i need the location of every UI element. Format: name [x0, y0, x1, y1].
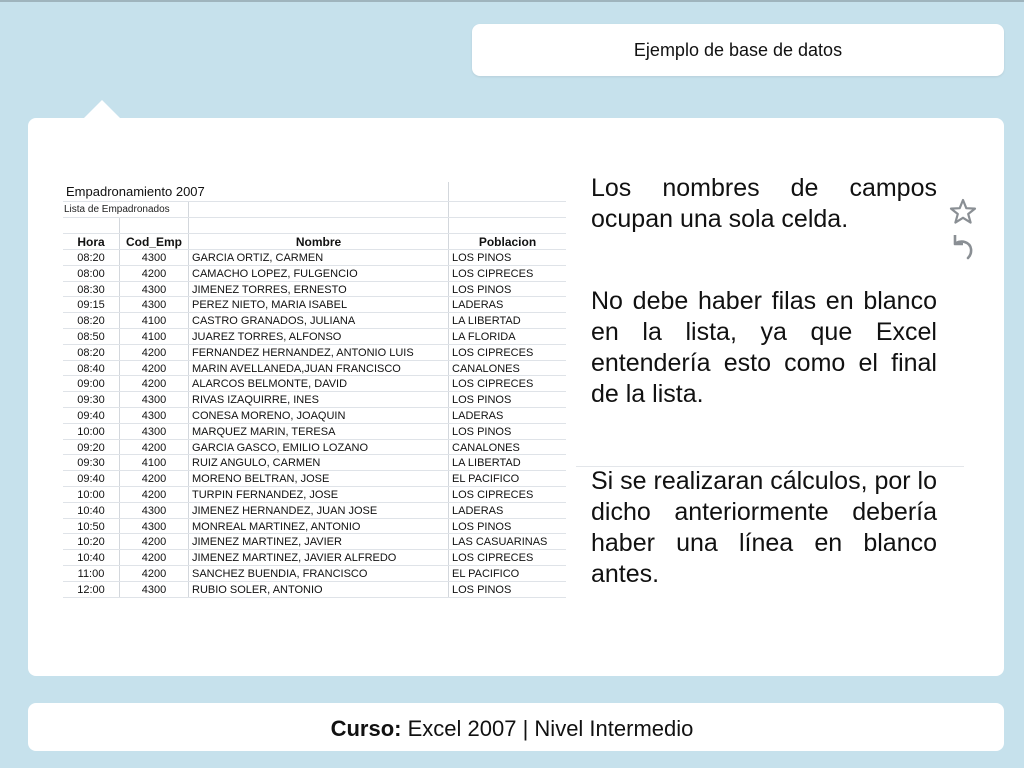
header-row [63, 234, 566, 250]
cell-nombre: JUAREZ TORRES, ALFONSO [189, 329, 449, 344]
cell-poblacion: LOS PINOS [452, 425, 512, 438]
cell-hora: 09:30 [63, 392, 120, 407]
cell-cod-emp: 4200 [120, 534, 189, 549]
cell-nombre: CAMACHO LOPEZ, FULGENCIO [189, 266, 449, 281]
cell-nombre: JIMENEZ MARTINEZ, JAVIER ALFREDO [189, 550, 449, 565]
sheet-subtitle-row [63, 202, 566, 218]
cell-cod-emp: 4200 [120, 550, 189, 565]
cell-nombre: MARIN AVELLANEDA,JUAN FRANCISCO [189, 361, 449, 376]
table-row [63, 266, 566, 282]
undo-arrow-icon[interactable] [950, 232, 976, 260]
cell-poblacion: LA LIBERTAD [452, 457, 521, 470]
top-border-line [0, 0, 1024, 2]
cell-cod-emp: 4200 [120, 376, 189, 391]
cell-cod-emp: 4100 [120, 455, 189, 470]
table-row [63, 282, 566, 298]
cell-cod-emp: 4300 [120, 297, 189, 312]
cell-cod-emp: 4300 [120, 408, 189, 423]
table-row [63, 424, 566, 440]
table-row [63, 582, 566, 598]
table-row [63, 455, 566, 471]
cell-nombre: PEREZ NIETO, MARIA ISABEL [189, 297, 449, 312]
cell-nombre: GARCIA GASCO, EMILIO LOZANO [189, 440, 449, 455]
paragraph-3: Si se realizaran cálculos, por lo dicho anteriormente debería haber una línea en blanco antes. [591, 467, 937, 588]
slide-title: Ejemplo de base de datos [633, 40, 843, 60]
cell-cod-emp: 4200 [120, 345, 189, 360]
cell-poblacion: LOS CIPRECES [452, 489, 534, 501]
table-row [63, 361, 566, 377]
cell-hora: 09:20 [63, 440, 120, 455]
cell-nombre: CONESA MORENO, JOAQUIN [189, 408, 449, 423]
footer-label: Curso: [330, 716, 402, 741]
header-hora: Hora [63, 234, 120, 249]
cell-hora: 08:40 [63, 361, 120, 376]
cell-nombre: SANCHEZ BUENDIA, FRANCISCO [189, 566, 449, 581]
cell-cod-emp: 4100 [120, 329, 189, 344]
panel-pointer [84, 100, 120, 118]
cell-cod-emp: 4200 [120, 361, 189, 376]
cell-nombre: JIMENEZ HERNANDEZ, JUAN JOSE [189, 503, 449, 518]
cell-nombre: JIMENEZ TORRES, ERNESTO [189, 282, 449, 297]
table-row [63, 329, 566, 345]
cell-hora: 11:00 [63, 566, 120, 581]
table-row [63, 408, 566, 424]
cell-hora: 10:00 [63, 487, 120, 502]
footer [0, 716, 1024, 742]
cell-cod-emp: 4200 [120, 440, 189, 455]
cell-cod-emp: 4300 [120, 424, 189, 439]
blank-row [63, 218, 566, 234]
cell-cod-emp: 4200 [120, 266, 189, 281]
star-icon[interactable] [949, 198, 977, 226]
cell-poblacion: LOS PINOS [452, 252, 512, 264]
empty-cell [189, 218, 449, 233]
cell-hora: 08:30 [63, 282, 120, 297]
header-cod-emp: Cod_Emp [120, 234, 189, 249]
cell-nombre: RUIZ ANGULO, CARMEN [189, 455, 449, 470]
empty-cell [120, 218, 189, 233]
cell-poblacion: LOS PINOS [452, 394, 512, 407]
cell-cod-emp: 4300 [120, 250, 189, 265]
cell-nombre: FERNANDEZ HERNANDEZ, ANTONIO LUIS [189, 345, 449, 360]
table-row [63, 471, 566, 487]
cell-cod-emp: 4100 [120, 313, 189, 328]
cell-hora: 10:50 [63, 519, 120, 534]
table-row [63, 392, 566, 408]
cell-poblacion: LA FLORIDA [452, 331, 516, 343]
cell-cod-emp: 4200 [120, 471, 189, 486]
cell-poblacion: LADERAS [452, 504, 504, 517]
header-poblacion: Poblacion [478, 235, 537, 249]
cell-nombre: JIMENEZ MARTINEZ, JAVIER [189, 534, 449, 549]
cell-cod-emp: 4200 [120, 487, 189, 502]
cell-cod-emp: 4300 [120, 582, 189, 597]
cell-nombre: RUBIO SOLER, ANTONIO [189, 582, 449, 597]
empty-cell [449, 202, 566, 217]
cell-nombre: TURPIN FERNANDEZ, JOSE [189, 487, 449, 502]
table-row [63, 345, 566, 361]
cell-cod-emp: 4300 [120, 519, 189, 534]
cell-cod-emp: 4300 [120, 392, 189, 407]
sheet-title: Empadronamiento 2007 [63, 182, 449, 201]
cell-hora: 09:15 [63, 297, 120, 312]
cell-hora: 10:40 [63, 550, 120, 565]
cell-hora: 09:40 [63, 471, 120, 486]
cell-nombre: MORENO BELTRAN, JOSE [189, 471, 449, 486]
cell-cod-emp: 4300 [120, 503, 189, 518]
cell-hora: 08:20 [63, 313, 120, 328]
cell-poblacion: EL PACIFICO [452, 473, 520, 486]
empty-cell [63, 218, 120, 233]
cell-hora: 10:20 [63, 534, 120, 549]
sheet-title-row [63, 182, 566, 202]
cell-hora: 08:00 [63, 266, 120, 281]
cell-nombre: MARQUEZ MARIN, TERESA [189, 424, 449, 439]
cell-poblacion: LADERAS [452, 410, 504, 422]
table-row [63, 487, 566, 503]
cell-poblacion: CANALONES [452, 362, 520, 375]
table-row [63, 550, 566, 566]
cell-hora: 08:20 [63, 250, 120, 265]
header-nombre: Nombre [189, 234, 449, 249]
cell-cod-emp: 4300 [120, 282, 189, 297]
cell-nombre: MONREAL MARTINEZ, ANTONIO [189, 519, 449, 534]
cell-hora: 09:00 [63, 376, 120, 391]
cell-hora: 09:40 [63, 408, 120, 423]
cell-nombre: GARCIA ORTIZ, CARMEN [189, 250, 449, 265]
cell-poblacion: LOS CIPRECES [452, 378, 534, 391]
cell-nombre: CASTRO GRANADOS, JULIANA [189, 313, 449, 328]
table-row [63, 250, 566, 266]
cell-hora: 08:50 [63, 329, 120, 344]
table-row [63, 313, 566, 329]
paragraph-2: No debe haber filas en blanco en la lista, ya que Excel entendería esto como el final de la lista. [591, 287, 937, 408]
table-row [63, 503, 566, 519]
cell-hora: 10:40 [63, 503, 120, 518]
sheet-subtitle: Lista de Empadronados [63, 202, 189, 217]
cell-nombre: ALARCOS BELMONTE, DAVID [189, 376, 449, 391]
empty-cell [449, 218, 566, 233]
cell-poblacion: LOS PINOS [452, 520, 512, 533]
cell-poblacion: LOS PINOS [452, 283, 512, 296]
cell-poblacion: LOS CIPRECES [452, 552, 534, 565]
footer-course: Excel 2007 | Nivel Intermedio [407, 716, 694, 741]
cell-poblacion: CANALONES [452, 441, 520, 454]
cell-poblacion: LAS CASUARINAS [452, 536, 548, 549]
cell-poblacion: LOS CIPRECES [452, 346, 534, 359]
cell-hora: 09:30 [63, 455, 120, 470]
table-row [63, 376, 566, 392]
cell-hora: 08:20 [63, 345, 120, 360]
spreadsheet-table [63, 180, 566, 594]
cell-cod-emp: 4200 [120, 566, 189, 581]
table-row [63, 440, 566, 456]
cell-poblacion: LOS PINOS [452, 583, 512, 596]
paragraph-1: Los nombres de campos ocupan una sola celda. [591, 174, 937, 233]
cell-hora: 12:00 [63, 582, 120, 597]
cell-hora: 10:00 [63, 424, 120, 439]
table-row [63, 519, 566, 535]
empty-cell [449, 182, 566, 201]
cell-poblacion: LA LIBERTAD [452, 315, 521, 328]
cell-poblacion: LOS CIPRECES [452, 267, 534, 280]
cell-poblacion: LADERAS [452, 299, 504, 312]
cell-poblacion: EL PACIFICO [452, 568, 520, 580]
cell-nombre: RIVAS IZAQUIRRE, INES [189, 392, 449, 407]
table-row [63, 534, 566, 550]
empty-cell [189, 202, 449, 217]
table-row [63, 566, 566, 582]
table-row [63, 297, 566, 313]
